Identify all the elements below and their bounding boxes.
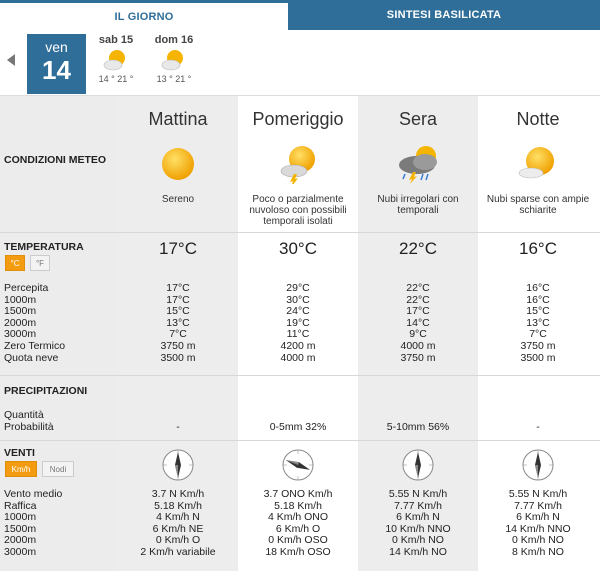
row-value: 7.77 Km/h: [394, 499, 442, 512]
day-temp: 14 ° 21 °: [98, 74, 134, 84]
row-value: 0 Km/h NO: [392, 534, 444, 547]
row-value: 5.18 Km/h: [274, 499, 322, 512]
row-label: Vento medio: [4, 488, 63, 500]
row-value: 16°C: [526, 293, 550, 306]
row-value: 3750 m: [520, 339, 556, 352]
row-value: 22°C: [406, 293, 430, 306]
row-value: 11°C: [286, 328, 310, 341]
main-temperature: 30°C: [279, 239, 317, 258]
row-value: 7°C: [169, 328, 187, 341]
forecast-table: [0, 96, 600, 571]
unit-kmh-button[interactable]: Km/h: [5, 461, 37, 477]
table-row: [0, 422, 600, 434]
condition-text: Sereno: [161, 194, 195, 205]
sun-storm-icon: [278, 144, 318, 184]
row-value: 4 Km/h ONO: [267, 511, 329, 524]
row-value: 6 Km/h N: [516, 511, 560, 524]
row-value: 30°C: [286, 293, 310, 306]
row-label: Raffica: [4, 499, 37, 512]
table-row: [0, 410, 600, 422]
row-label: 3000m: [4, 328, 37, 341]
row-value: 15°C: [526, 305, 550, 318]
row-value: 22°C: [406, 282, 430, 294]
row-value: 5-10mm 56%: [386, 420, 450, 433]
condition-text: Nubi irregolari con temporali: [377, 194, 459, 216]
row-value: 3750 m: [160, 339, 196, 352]
row-value: 4000 m: [400, 339, 436, 352]
row-value: 29°C: [286, 282, 310, 294]
day-tab-dom[interactable]: [146, 32, 202, 94]
row-value: 14 Km/h NNO: [505, 522, 571, 535]
row-label: Quantità: [4, 409, 44, 421]
row-value: 19°C: [286, 316, 310, 329]
sun-cloud-icon: [518, 144, 558, 184]
row-value: 3500 m: [520, 351, 556, 364]
wind-direction-icon: [521, 448, 555, 482]
row-value: 13°C: [166, 316, 190, 329]
arrow-left-icon[interactable]: [7, 54, 15, 66]
row-value: 3.7 N Km/h: [151, 488, 205, 500]
divider: [0, 232, 600, 233]
unit-fahrenheit-button[interactable]: °F: [30, 255, 50, 271]
row-value: 4 Km/h N: [156, 511, 200, 524]
sun-cloud-icon: [103, 48, 129, 72]
table-row: [0, 489, 600, 501]
tab-sintesi-basilicata[interactable]: SINTESI BASILICATA: [288, 0, 600, 30]
row-value: 15°C: [166, 305, 190, 318]
condition-text: Poco o parzialmente nuvoloso con possibili temporali isolati: [249, 194, 347, 227]
sun-icon: [158, 144, 198, 184]
table-row: [0, 341, 600, 353]
row-value: 13°C: [526, 316, 550, 329]
sun-cloud-icon: [161, 48, 187, 72]
main-temperature: 22°C: [399, 239, 437, 258]
period-header: Mattina: [148, 109, 208, 129]
row-label: 1000m: [4, 293, 37, 306]
day-temp: 13 ° 21 °: [156, 74, 192, 84]
wind-direction-icon: [281, 448, 315, 482]
wind-rows: [0, 489, 600, 559]
row-value: 4000 m: [280, 351, 316, 364]
day-number: 14: [42, 55, 71, 85]
row-value: 6 Km/h NE: [152, 522, 204, 535]
condition-text: Nubi sparse con ampie schiarite: [486, 194, 590, 216]
row-value: 17°C: [166, 282, 190, 294]
day-label: sab 15: [98, 34, 134, 46]
row-value: 3750 m: [400, 351, 436, 364]
period-header: Sera: [398, 109, 438, 129]
row-value: -: [536, 420, 540, 433]
section-label-wind: VENTI: [4, 447, 35, 459]
row-value: 2 Km/h variabile: [140, 545, 216, 558]
row-value: 3.7 ONO Km/h: [263, 488, 333, 500]
row-value: 10 Km/h NNO: [385, 522, 451, 535]
row-label: 1500m: [4, 305, 37, 318]
row-label: 1500m: [4, 522, 37, 535]
row-value: 18 Km/h OSO: [265, 545, 331, 558]
wind-direction-icon: [161, 448, 195, 482]
row-value: 3500 m: [160, 351, 196, 364]
row-label: Percepita: [4, 282, 49, 294]
main-temperature: 17°C: [159, 239, 197, 258]
table-row: [0, 283, 600, 295]
divider: [0, 375, 600, 376]
row-value: 9°C: [409, 328, 427, 341]
row-value: 17°C: [166, 293, 190, 306]
row-label: Probabilità: [4, 420, 54, 433]
row-value: 0-5mm 32%: [269, 420, 327, 433]
day-name: ven: [45, 39, 68, 55]
unit-knots-button[interactable]: Nodi: [42, 461, 74, 477]
cloud-storm-icon: [395, 144, 443, 184]
day-label: dom 16: [154, 34, 194, 46]
row-label: 1000m: [4, 511, 37, 524]
row-value: 5.18 Km/h: [154, 499, 202, 512]
section-label-temperature: TEMPERATURA: [4, 241, 84, 253]
row-value: 5.55 N Km/h: [508, 488, 568, 500]
row-value: 8 Km/h NO: [512, 545, 564, 558]
section-label-conditions: CONDIZIONI METEO: [4, 154, 107, 166]
section-label-precipitation: PRECIPITAZIONI: [4, 385, 88, 397]
day-tab-active[interactable]: [27, 34, 86, 94]
row-value: 17°C: [406, 305, 430, 318]
row-value: 7.77 Km/h: [514, 499, 562, 512]
row-value: 4200 m: [280, 339, 316, 352]
row-value: 7°C: [529, 328, 547, 341]
tab-il-giorno[interactable]: IL GIORNO: [0, 0, 288, 30]
day-tab-sab[interactable]: [88, 32, 144, 94]
row-label: Quota neve: [4, 351, 59, 364]
table-row: [0, 547, 600, 559]
row-value: 5.55 N Km/h: [388, 488, 448, 500]
temperature-rows: [0, 283, 600, 364]
row-value: 14°C: [406, 316, 430, 329]
period-header: Pomeriggio: [252, 109, 344, 129]
row-value: -: [176, 420, 180, 433]
row-value: 0 Km/h O: [155, 534, 201, 547]
precipitation-rows: [0, 410, 600, 433]
row-label: Zero Termico: [4, 339, 66, 352]
day-selector: [0, 30, 600, 96]
row-label: 3000m: [4, 545, 37, 558]
wind-direction-icon: [401, 448, 435, 482]
period-header: Notte: [516, 109, 560, 129]
table-row: [0, 353, 600, 365]
row-label: 2000m: [4, 316, 37, 329]
row-value: 0 Km/h NO: [512, 534, 564, 547]
row-value: 24°C: [286, 305, 310, 318]
unit-celsius-button[interactable]: °C: [5, 255, 25, 271]
row-label: 2000m: [4, 534, 37, 547]
row-value: 6 Km/h N: [396, 511, 440, 524]
row-value: 0 Km/h OSO: [268, 534, 328, 547]
row-value: 16°C: [526, 282, 550, 294]
main-temperature: 16°C: [519, 239, 557, 258]
divider: [0, 440, 600, 441]
row-value: 6 Km/h O: [275, 522, 321, 535]
row-value: 14 Km/h NO: [389, 545, 447, 558]
